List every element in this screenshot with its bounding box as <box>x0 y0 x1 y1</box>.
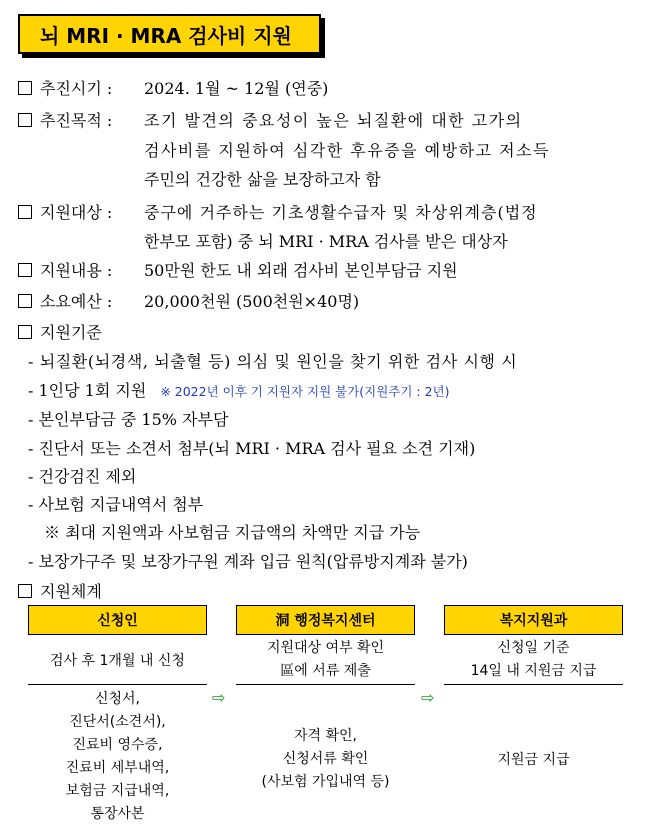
checkbox-icon <box>18 113 32 127</box>
item-budget <box>18 291 112 313</box>
step-top-text: 지원대상 여부 확인 區에 서류 제출 <box>266 640 385 679</box>
criteria-item: - 뇌질환(뇌경색, 뇌출혈 등) 의심 및 원인을 찾기 위한 검사 시행 시 <box>28 352 518 371</box>
item-label: 추진시기 : <box>40 79 113 98</box>
doc-item: 진단서(소견서), <box>69 714 166 730</box>
criteria-text: - 1인당 1회 지원 <box>28 381 147 400</box>
check-item: 신청서류 확인 <box>282 751 369 767</box>
doc-item: 통장사본 <box>90 806 145 822</box>
page-title <box>18 14 321 54</box>
divider <box>236 684 415 685</box>
arrow-right-icon: ⇨ <box>212 688 226 707</box>
criteria-note-line: ※ 최대 지원액과 사보험금 지급액의 차액만 지급 가능 <box>44 523 421 542</box>
criteria-note: ※ 2022년 이후 기 지원자 지원 불가(지원주기 : 2년) <box>160 384 450 399</box>
checkbox-icon <box>18 584 32 598</box>
step-bottom-welfare <box>444 749 623 772</box>
divider <box>28 684 207 685</box>
checkbox-icon <box>18 294 32 308</box>
checkbox-icon <box>18 325 32 339</box>
item-text: 주민의 건강한 삶을 보장하고자 함 <box>144 170 381 189</box>
step-bottom-center <box>236 725 415 794</box>
item-target <box>18 202 112 224</box>
item-label: 지원기준 <box>40 323 102 342</box>
divider <box>444 684 623 685</box>
item-text: 검사비를 지원하여 심각한 후유증을 예방하고 저소득 <box>144 141 550 160</box>
check-item: (사보험 가입내역 등) <box>261 774 390 790</box>
step-head-center <box>236 605 415 635</box>
criteria-item: - 본인부담금 중 15% 자부담 <box>28 410 229 429</box>
step-head-text: 신청인 <box>97 613 138 629</box>
item-text: 20,000천원 (500천원×40명) <box>144 292 360 311</box>
item-label: 추진목적 : <box>40 111 113 130</box>
item-period <box>18 78 112 100</box>
step-head-welfare <box>444 605 623 635</box>
criteria-item: - 사보험 지급내역서 첨부 <box>28 495 204 514</box>
item-text: 조기 발견의 중요성이 높은 뇌질환에 대한 고가의 <box>144 111 523 130</box>
criteria-item: - 진단서 또는 소견서 첨부(뇌 MRI · MRA 검사 필요 소견 기재) <box>28 439 476 458</box>
item-label: 지원체계 <box>40 582 102 601</box>
doc-item: 신청서, <box>94 691 141 707</box>
doc-item: 진료비 영수증, <box>72 737 163 753</box>
payment-item: 지원금 지급 <box>497 752 570 768</box>
item-label: 소요예산 : <box>40 292 113 311</box>
checkbox-icon <box>18 263 32 277</box>
item-text: 중구에 거주하는 기초생활수급자 및 차상위계층(법정 <box>144 203 538 222</box>
item-purpose <box>18 110 112 132</box>
doc-item: 보험금 지급내역, <box>65 783 170 799</box>
criteria-item: - 건강검진 제외 <box>28 467 137 486</box>
step-top-text: 검사 후 1개월 내 신청 <box>50 653 185 669</box>
criteria-item: - 보장가구주 및 보장가구원 계좌 입금 원칙(압류방지계좌 불가) <box>28 552 468 571</box>
item-label: 지원대상 : <box>40 203 113 222</box>
item-criteria <box>18 322 102 344</box>
item-content <box>18 260 112 282</box>
checkbox-icon <box>18 81 32 95</box>
doc-item: 진료비 세부내역, <box>65 760 170 776</box>
step-head-applicant <box>28 605 207 635</box>
title-text: 뇌 MRI · MRA 검사비 지원 <box>40 23 292 48</box>
step-head-text: 洞 행정복지센터 <box>275 613 376 629</box>
item-label: 지원내용 : <box>40 261 113 280</box>
step-top-text: 신청일 기준 14일 내 지원금 지급 <box>470 640 597 679</box>
check-item: 자격 확인, <box>294 728 357 744</box>
step-head-text: 복지지원과 <box>499 613 568 629</box>
item-text: 2024. 1월 ~ 12월 (연중) <box>144 79 329 98</box>
criteria-item <box>28 380 450 403</box>
checkbox-icon <box>18 205 32 219</box>
step-bottom-applicant <box>28 688 207 826</box>
arrow-right-icon: ⇨ <box>421 688 435 707</box>
item-text: 한부모 포함) 중 뇌 MRI · MRA 검사를 받은 대상자 <box>144 232 508 251</box>
item-text: 50만원 한도 내 외래 검사비 본인부담금 지원 <box>144 261 458 280</box>
item-system <box>18 581 102 603</box>
